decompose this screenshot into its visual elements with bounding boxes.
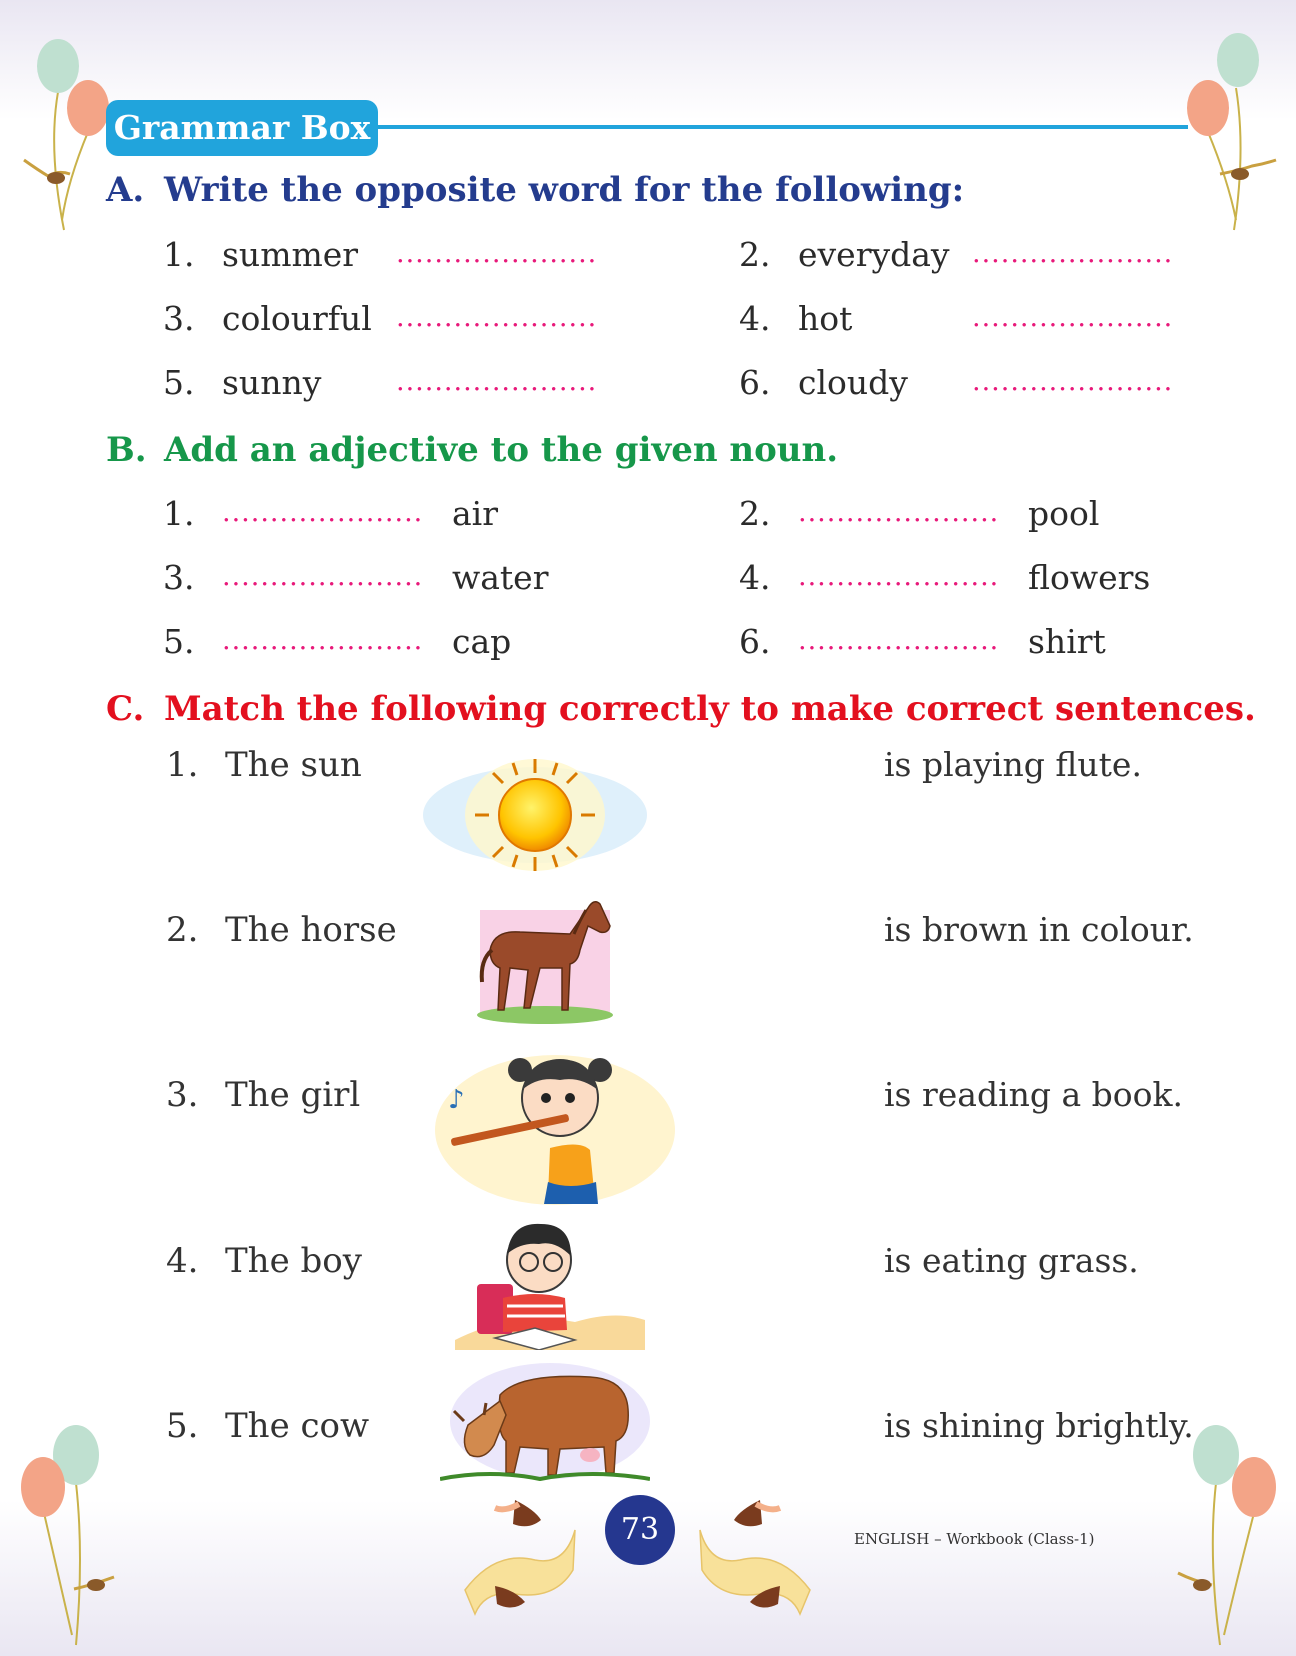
answer-blank[interactable]: ..................... <box>222 561 424 592</box>
section-b-heading <box>106 430 838 470</box>
match-item-subject[interactable]: The boy <box>225 1241 362 1281</box>
match-item-number: 2. <box>166 910 199 950</box>
match-item-subject[interactable]: The girl <box>225 1075 361 1115</box>
boy-reading-icon <box>455 1210 645 1350</box>
answer-blank[interactable]: ..................... <box>798 561 1000 592</box>
answer-blank[interactable]: ..................... <box>396 238 598 269</box>
section-c-heading <box>106 689 1256 729</box>
list-item-noun: water <box>452 558 549 597</box>
match-item-number: 5. <box>166 1406 199 1446</box>
list-item-number: 1. <box>163 235 195 274</box>
book-title-footer: ENGLISH – Workbook (Class-1) <box>854 1530 1095 1548</box>
match-item-subject[interactable]: The sun <box>225 745 362 785</box>
section-c-instruction: Match the following correctly to make correct sentences. <box>164 689 1256 729</box>
match-item-predicate[interactable]: is shining brightly. <box>884 1406 1194 1445</box>
grammar-box-badge: Grammar Box <box>106 100 378 156</box>
answer-blank[interactable]: ..................... <box>396 302 598 333</box>
match-item-number: 1. <box>166 745 199 785</box>
cow-icon <box>440 1355 650 1485</box>
list-item-noun: flowers <box>1028 558 1151 597</box>
list-item-number: 6. <box>739 622 771 661</box>
list-item-number: 3. <box>163 558 195 597</box>
list-item-number: 2. <box>739 494 771 533</box>
match-item-predicate[interactable]: is brown in colour. <box>884 910 1194 949</box>
birds-ribbon-left-icon <box>455 1490 580 1620</box>
answer-blank[interactable]: ..................... <box>972 366 1174 397</box>
list-item-number: 5. <box>163 363 195 402</box>
list-item-number: 6. <box>739 363 771 402</box>
list-item-word: sunny <box>222 363 322 402</box>
svg-text:♪: ♪ <box>448 1085 465 1115</box>
list-item-number: 4. <box>739 299 771 338</box>
answer-blank[interactable]: ..................... <box>972 302 1174 333</box>
list-item-word: colourful <box>222 299 372 338</box>
answer-blank[interactable]: ..................... <box>222 625 424 656</box>
list-item-number: 1. <box>163 494 195 533</box>
list-item-word: hot <box>798 299 853 338</box>
list-item-number: 3. <box>163 299 195 338</box>
list-item-word: summer <box>222 235 359 274</box>
birds-ribbon-right-icon <box>695 1490 820 1620</box>
match-item-subject[interactable]: The cow <box>225 1406 370 1446</box>
balloons-bottom-left-icon <box>18 1405 128 1650</box>
answer-blank[interactable]: ..................... <box>972 238 1174 269</box>
section-a-letter: A. <box>106 170 145 210</box>
page-number-badge: 73 <box>605 1495 675 1565</box>
sun-icon <box>420 755 650 875</box>
horse-icon <box>470 890 620 1030</box>
answer-blank[interactable]: ..................... <box>798 625 1000 656</box>
match-item-predicate[interactable]: is playing flute. <box>884 745 1142 784</box>
list-item-word: cloudy <box>798 363 908 402</box>
section-a-heading <box>106 170 964 210</box>
match-item-predicate[interactable]: is eating grass. <box>884 1241 1139 1280</box>
section-a-instruction: Write the opposite word for the following: <box>164 170 965 210</box>
list-item-word: everyday <box>798 235 950 274</box>
match-item-predicate[interactable]: is reading a book. <box>884 1075 1184 1114</box>
answer-blank[interactable]: ..................... <box>798 497 1000 528</box>
list-item-noun: shirt <box>1028 622 1106 661</box>
section-b-instruction: Add an adjective to the given noun. <box>164 430 839 470</box>
list-item-noun: cap <box>452 622 512 661</box>
answer-blank[interactable]: ..................... <box>396 366 598 397</box>
match-item-number: 4. <box>166 1241 199 1281</box>
answer-blank[interactable]: ..................... <box>222 497 424 528</box>
match-item-subject[interactable]: The horse <box>225 910 397 950</box>
list-item-number: 4. <box>739 558 771 597</box>
list-item-number: 2. <box>739 235 771 274</box>
list-item-noun: pool <box>1028 494 1100 533</box>
balloons-top-right-icon <box>1180 20 1290 240</box>
list-item-number: 5. <box>163 622 195 661</box>
girl-flute-icon <box>430 1040 680 1210</box>
section-b-letter: B. <box>106 430 147 470</box>
list-item-noun: air <box>452 494 499 533</box>
section-c-letter: C. <box>106 689 145 729</box>
match-item-number: 3. <box>166 1075 199 1115</box>
header-rule <box>372 125 1188 129</box>
